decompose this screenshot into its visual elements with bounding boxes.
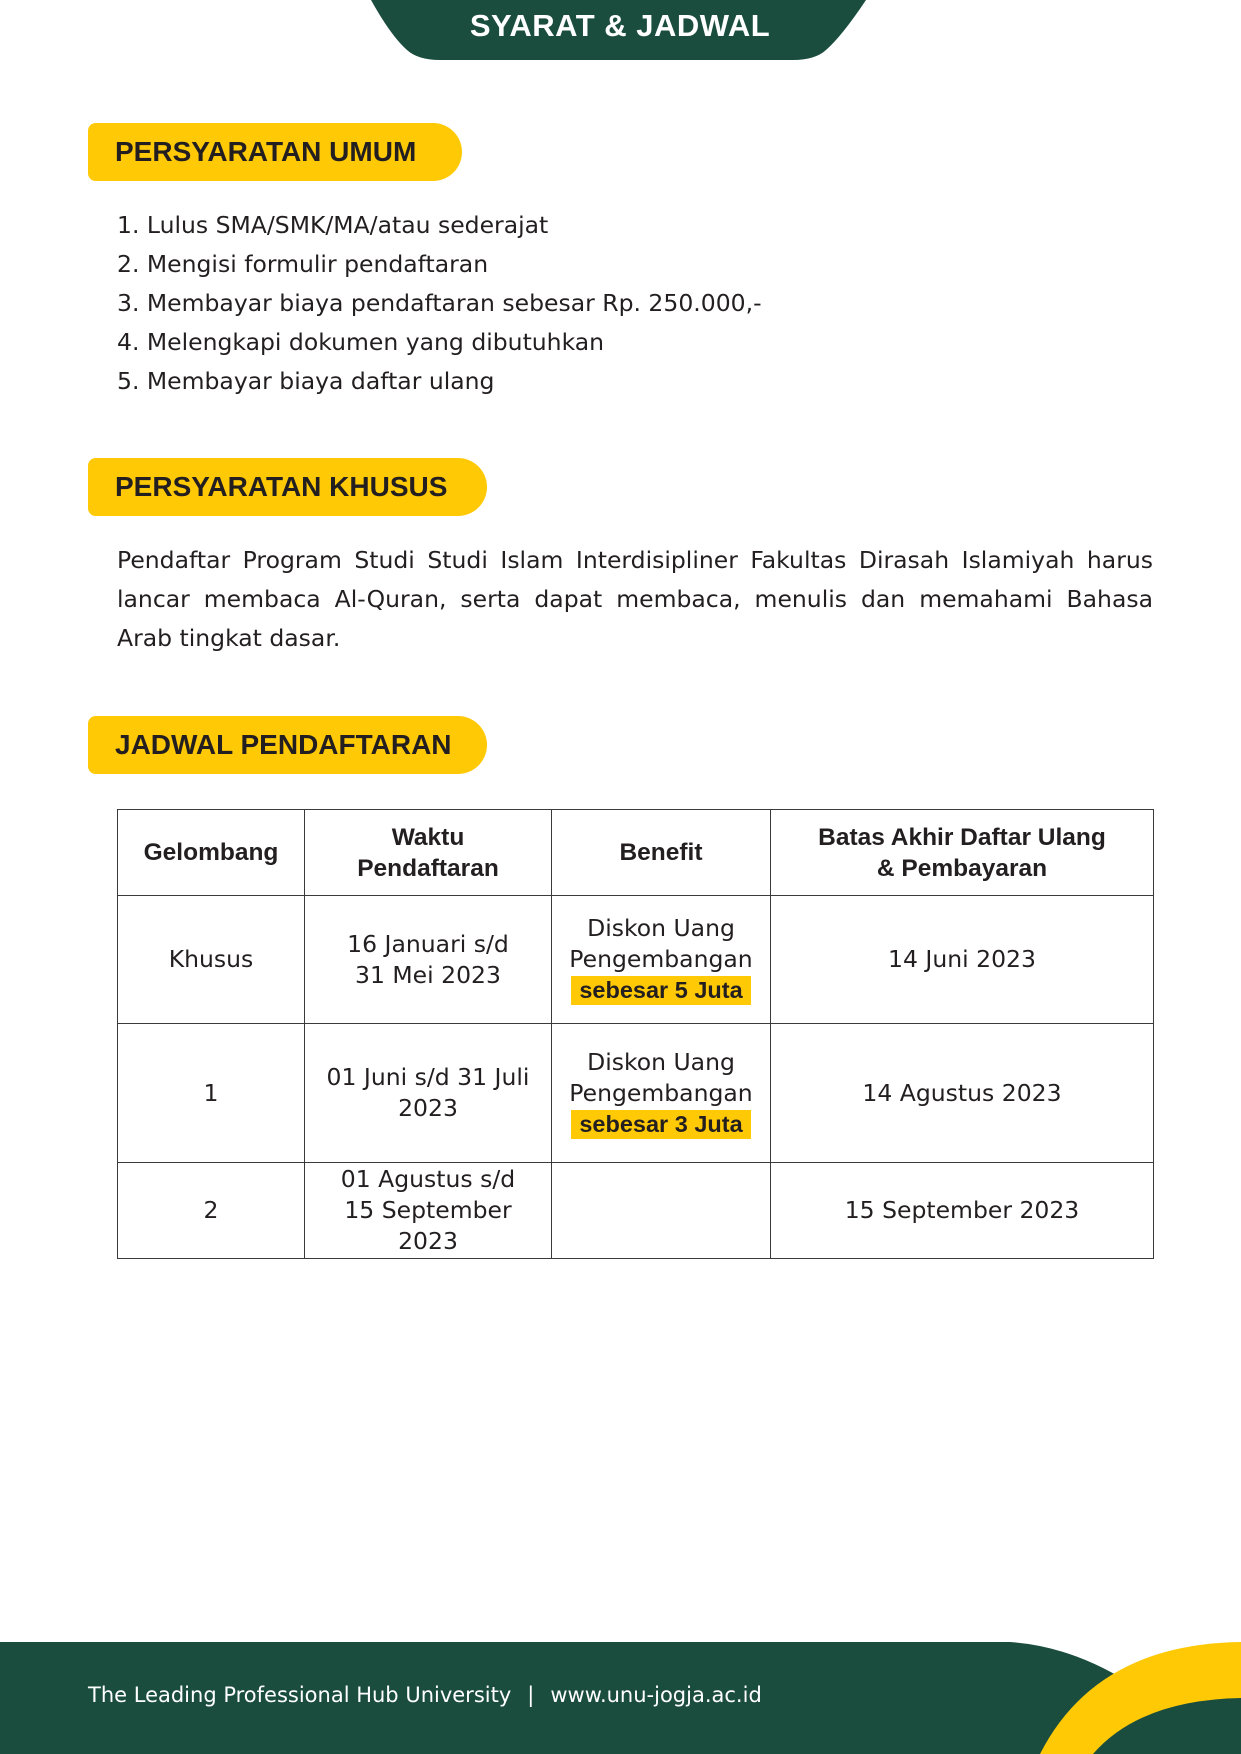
cell-line: 01 Agustus s/d [340, 1165, 516, 1193]
section-heading-persyaratan-umum [88, 123, 462, 181]
list-item: 4. Melengkapi dokumen yang dibutuhkan [117, 328, 605, 356]
benefit-highlight: sebesar 3 Juta [571, 1110, 750, 1139]
cell-waktu [305, 1163, 552, 1259]
list-item: 2. Mengisi formulir pendaftaran [117, 250, 489, 278]
cell-batas-akhir: 14 Juni 2023 [771, 896, 1154, 1024]
footer-separator: | [527, 1683, 535, 1707]
section-heading-label: JADWAL PENDAFTARAN [115, 729, 452, 760]
table-row [118, 1163, 1154, 1259]
schedule-table [117, 809, 1154, 1259]
cell-line: Diskon Uang [587, 914, 735, 942]
cell-line: Pengembangan [569, 945, 753, 973]
cell-line: Diskon Uang [587, 1047, 735, 1076]
list-item: 1. Lulus SMA/SMK/MA/atau sederajat [117, 211, 549, 239]
cell-benefit [552, 1163, 771, 1259]
cell-line: 2023 [398, 1094, 458, 1122]
table-row [118, 1024, 1154, 1163]
table-header-row [118, 810, 1154, 896]
column-header-waktu [305, 810, 552, 896]
header-line: Waktu [391, 823, 465, 851]
cell-batas-akhir: 14 Agustus 2023 [771, 1024, 1154, 1163]
benefit-highlight: sebesar 5 Juta [571, 976, 750, 1005]
cell-line: 01 Juni s/d 31 Juli [326, 1063, 530, 1091]
header-line: Pendaftaran [357, 854, 499, 882]
header-line: & Pembayaran [876, 854, 1048, 882]
section-heading-label: PERSYARATAN KHUSUS [115, 471, 448, 502]
cell-line: 31 Mei 2023 [355, 960, 501, 989]
cell-gelombang: Khusus [118, 896, 305, 1024]
header-line: Batas Akhir Daftar Ulang [818, 823, 1106, 851]
footer-text [88, 1683, 762, 1707]
list-item: 3. Membayar biaya pendaftaran sebesar Rp. 250.000,- [117, 289, 762, 317]
section-heading-persyaratan-khusus [88, 458, 487, 516]
column-header-gelombang: Gelombang [118, 810, 305, 896]
cell-gelombang: 2 [118, 1163, 305, 1259]
list-item: 5. Membayar biaya daftar ulang [117, 367, 495, 395]
cell-benefit [552, 896, 771, 1024]
column-header-batas-akhir [771, 810, 1154, 896]
special-requirements-text: Pendaftar Program Studi Studi Islam Interdisipliner Fakultas Dirasah Islamiyah harus lancar membaca Al-Quran, serta dapat membaca, menulis dan memahami Bahasa Arab tingkat dasar. [117, 546, 1153, 652]
cell-line: Pengembangan [569, 1078, 753, 1107]
footer-website-link[interactable]: www.unu-jogja.ac.id [550, 1683, 762, 1707]
section-heading-jadwal-pendaftaran [88, 716, 487, 774]
cell-waktu [305, 1024, 552, 1163]
cell-batas-akhir: 15 September 2023 [771, 1163, 1154, 1259]
cell-benefit [552, 1024, 771, 1163]
section-heading-label: PERSYARATAN UMUM [115, 136, 417, 167]
cell-waktu [305, 896, 552, 1024]
cell-line: 15 September 2023 [344, 1196, 512, 1255]
table-row [118, 896, 1154, 1024]
cell-gelombang: 1 [118, 1024, 305, 1163]
column-header-benefit: Benefit [552, 810, 771, 896]
page-title: SYARAT & JADWAL [469, 8, 771, 43]
general-requirements-list [117, 206, 762, 401]
cell-line: 16 Januari s/d [347, 929, 509, 958]
footer-tagline: The Leading Professional Hub University [88, 1683, 512, 1707]
